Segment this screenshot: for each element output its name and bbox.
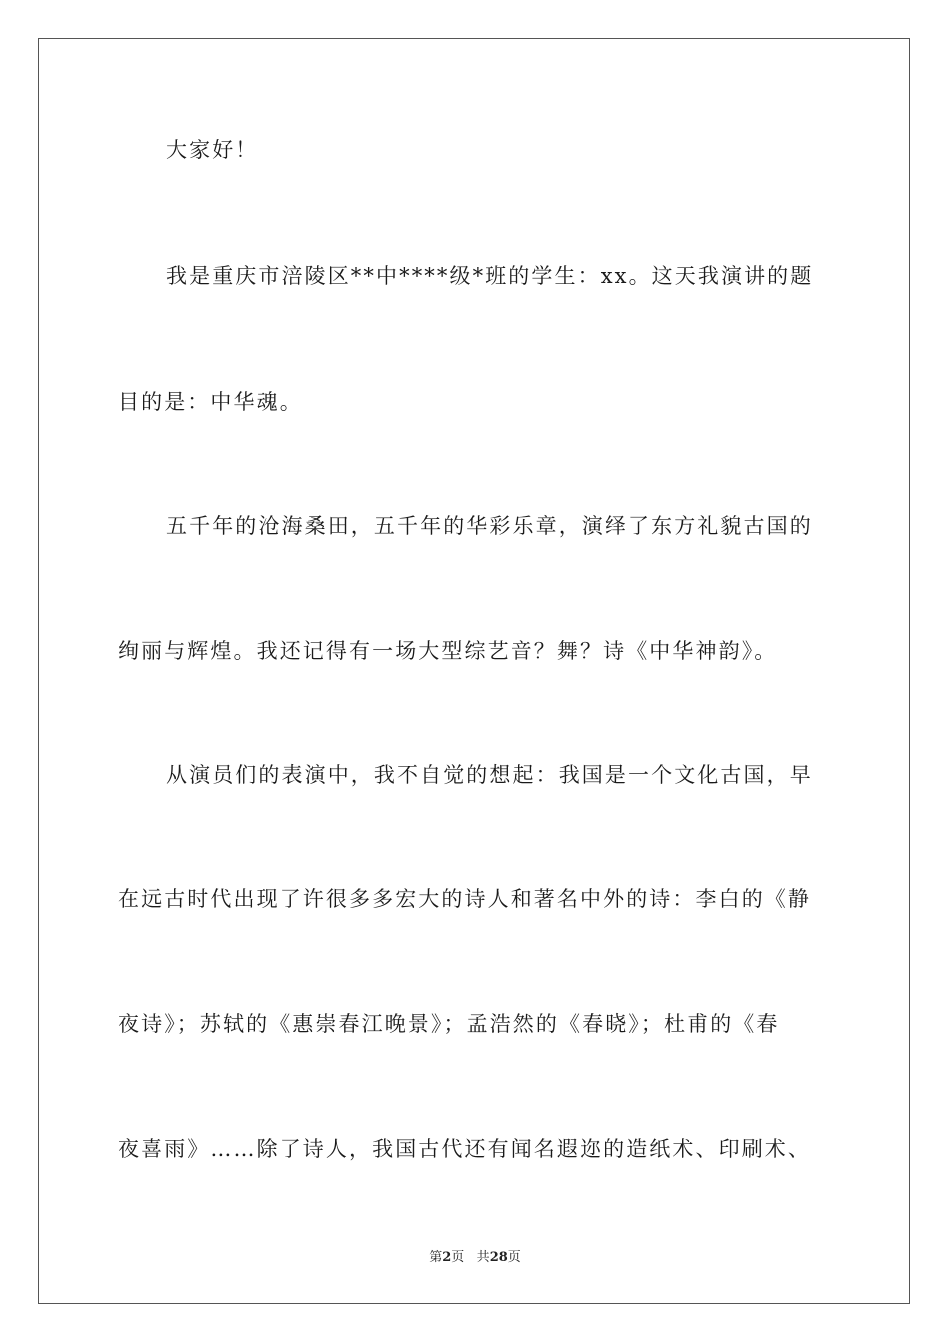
paragraph-line: 夜诗》；苏轼的《惠崇春江晚景》；孟浩然的《春晓》；杜甫的《春 — [118, 1012, 780, 1036]
greeting-line: 大家好！ — [166, 138, 259, 162]
page-number: 2 — [442, 1250, 452, 1265]
total-pages: 28 — [489, 1250, 508, 1265]
total-prefix: 共 — [476, 1250, 490, 1265]
paragraph-line: 五千年的沧海桑田，五千年的华彩乐章，演绎了东方礼貌古国的 — [166, 514, 813, 538]
paragraph-line: 目的是：中华魂。 — [118, 390, 303, 414]
total-unit: 页 — [507, 1250, 521, 1265]
page-footer — [0, 1246, 950, 1265]
paragraph-line: 从演员们的表演中，我不自觉的想起：我国是一个文化古国，早 — [166, 763, 813, 787]
page-unit: 页 — [451, 1250, 465, 1265]
paragraph-line: 绚丽与辉煌。我还记得有一场大型综艺音？舞？诗《中华神韵》。 — [118, 639, 778, 663]
page-border — [38, 38, 910, 1304]
paragraph-line: 我是重庆市涪陵区**中****级*班的学生：xx。这天我演讲的题 — [166, 264, 814, 288]
page-prefix: 第 — [429, 1250, 443, 1265]
paragraph-line: 夜喜雨》……除了诗人，我国古代还有闻名遐迩的造纸术、印刷术、 — [118, 1137, 811, 1161]
paragraph-line: 在远古时代出现了许很多多宏大的诗人和著名中外的诗：李白的《静 — [118, 887, 811, 911]
